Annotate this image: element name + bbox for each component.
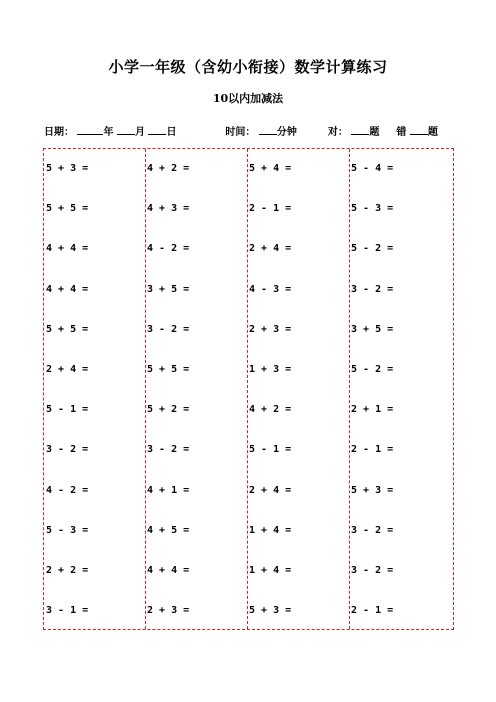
wrong-blank[interactable] (410, 124, 428, 135)
problem-item: 4 + 2 = (147, 163, 190, 174)
problem-item: 3 - 2 = (147, 323, 190, 335)
problem-item: 5 - 3 = (351, 203, 394, 215)
problem-item: 4 + 3 = (147, 203, 190, 215)
problem-item: 1 + 4 = (249, 565, 292, 576)
minutes-blank[interactable] (259, 124, 277, 135)
time-label: 时间： (225, 127, 256, 138)
problem-item: 3 - 2 = (147, 444, 190, 456)
wrong-label: 错 (396, 127, 407, 138)
problem-item: 3 - 2 = (351, 565, 394, 576)
problem-item: 3 + 5 = (147, 283, 190, 295)
problem-item: 5 + 5 = (46, 323, 89, 335)
problem-item: 2 + 4 = (249, 243, 292, 255)
minutes-label: 分钟 (276, 127, 297, 138)
page-title: 小学一年级（含幼小衔接）数学计算练习 (108, 58, 388, 76)
day-blank[interactable] (148, 124, 166, 135)
problem-item: 4 + 4 = (147, 565, 190, 576)
problem-grid (43, 148, 454, 630)
problem-item: 5 + 3 = (249, 605, 292, 617)
problem-item: 4 + 2 = (249, 404, 292, 416)
problem-item: 1 + 4 = (249, 524, 292, 536)
problem-item: 3 - 1 = (46, 605, 89, 617)
problem-item: 5 + 5 = (147, 364, 190, 375)
problem-item: 5 + 3 = (46, 163, 89, 174)
problem-item: 5 - 2 = (351, 243, 394, 255)
problem-item: 4 + 1 = (147, 484, 190, 496)
year-label: 年 (103, 127, 114, 138)
column-divider (247, 149, 248, 629)
problem-item: 1 + 3 = (249, 364, 292, 375)
day-label: 日 (166, 127, 177, 138)
problem-item: 5 - 3 = (46, 524, 89, 536)
problem-item: 3 + 5 = (351, 323, 394, 335)
problem-item: 5 + 2 = (147, 404, 190, 416)
page-subtitle: 10以内加减法 (212, 92, 284, 105)
correct-unit: 题 (369, 127, 380, 138)
problem-item: 5 + 5 = (46, 203, 89, 215)
problem-item: 5 - 2 = (351, 364, 394, 375)
date-label: 日期： (44, 127, 74, 138)
problem-item: 2 + 2 = (46, 565, 89, 576)
problem-item: 2 + 3 = (147, 605, 190, 617)
problem-item: 5 + 4 = (249, 163, 292, 174)
month-blank[interactable] (117, 124, 135, 135)
wrong-unit: 题 (427, 127, 438, 138)
problem-item: 2 + 1 = (351, 404, 394, 416)
month-label: 月 (134, 127, 145, 138)
problem-item: 4 + 4 = (46, 243, 89, 255)
problem-item: 2 - 1 = (249, 203, 292, 215)
info-line (44, 123, 464, 138)
problem-item: 3 - 2 = (351, 283, 394, 295)
problem-item: 2 - 1 = (351, 605, 394, 617)
problem-item: 5 - 1 = (249, 444, 292, 456)
problem-item: 5 - 4 = (351, 163, 394, 174)
correct-label: 对： (327, 127, 348, 138)
problem-item: 2 - 1 = (351, 444, 394, 456)
problem-item: 4 + 4 = (46, 283, 89, 295)
correct-blank[interactable] (351, 124, 369, 135)
problem-item: 5 + 3 = (351, 484, 394, 496)
column-divider (349, 149, 350, 629)
problem-item: 2 + 4 = (46, 364, 89, 375)
problem-item: 5 - 1 = (46, 404, 89, 416)
problem-item: 4 - 2 = (147, 243, 190, 255)
year-blank[interactable] (77, 124, 103, 135)
problem-item: 4 + 5 = (147, 524, 190, 536)
problem-item: 4 - 3 = (249, 283, 292, 295)
column-divider (145, 149, 146, 629)
problem-item: 2 + 4 = (249, 484, 292, 496)
problem-item: 3 - 2 = (351, 524, 394, 536)
problem-item: 3 - 2 = (46, 444, 89, 456)
problem-item: 2 + 3 = (249, 323, 292, 335)
problem-item: 4 - 2 = (46, 484, 89, 496)
